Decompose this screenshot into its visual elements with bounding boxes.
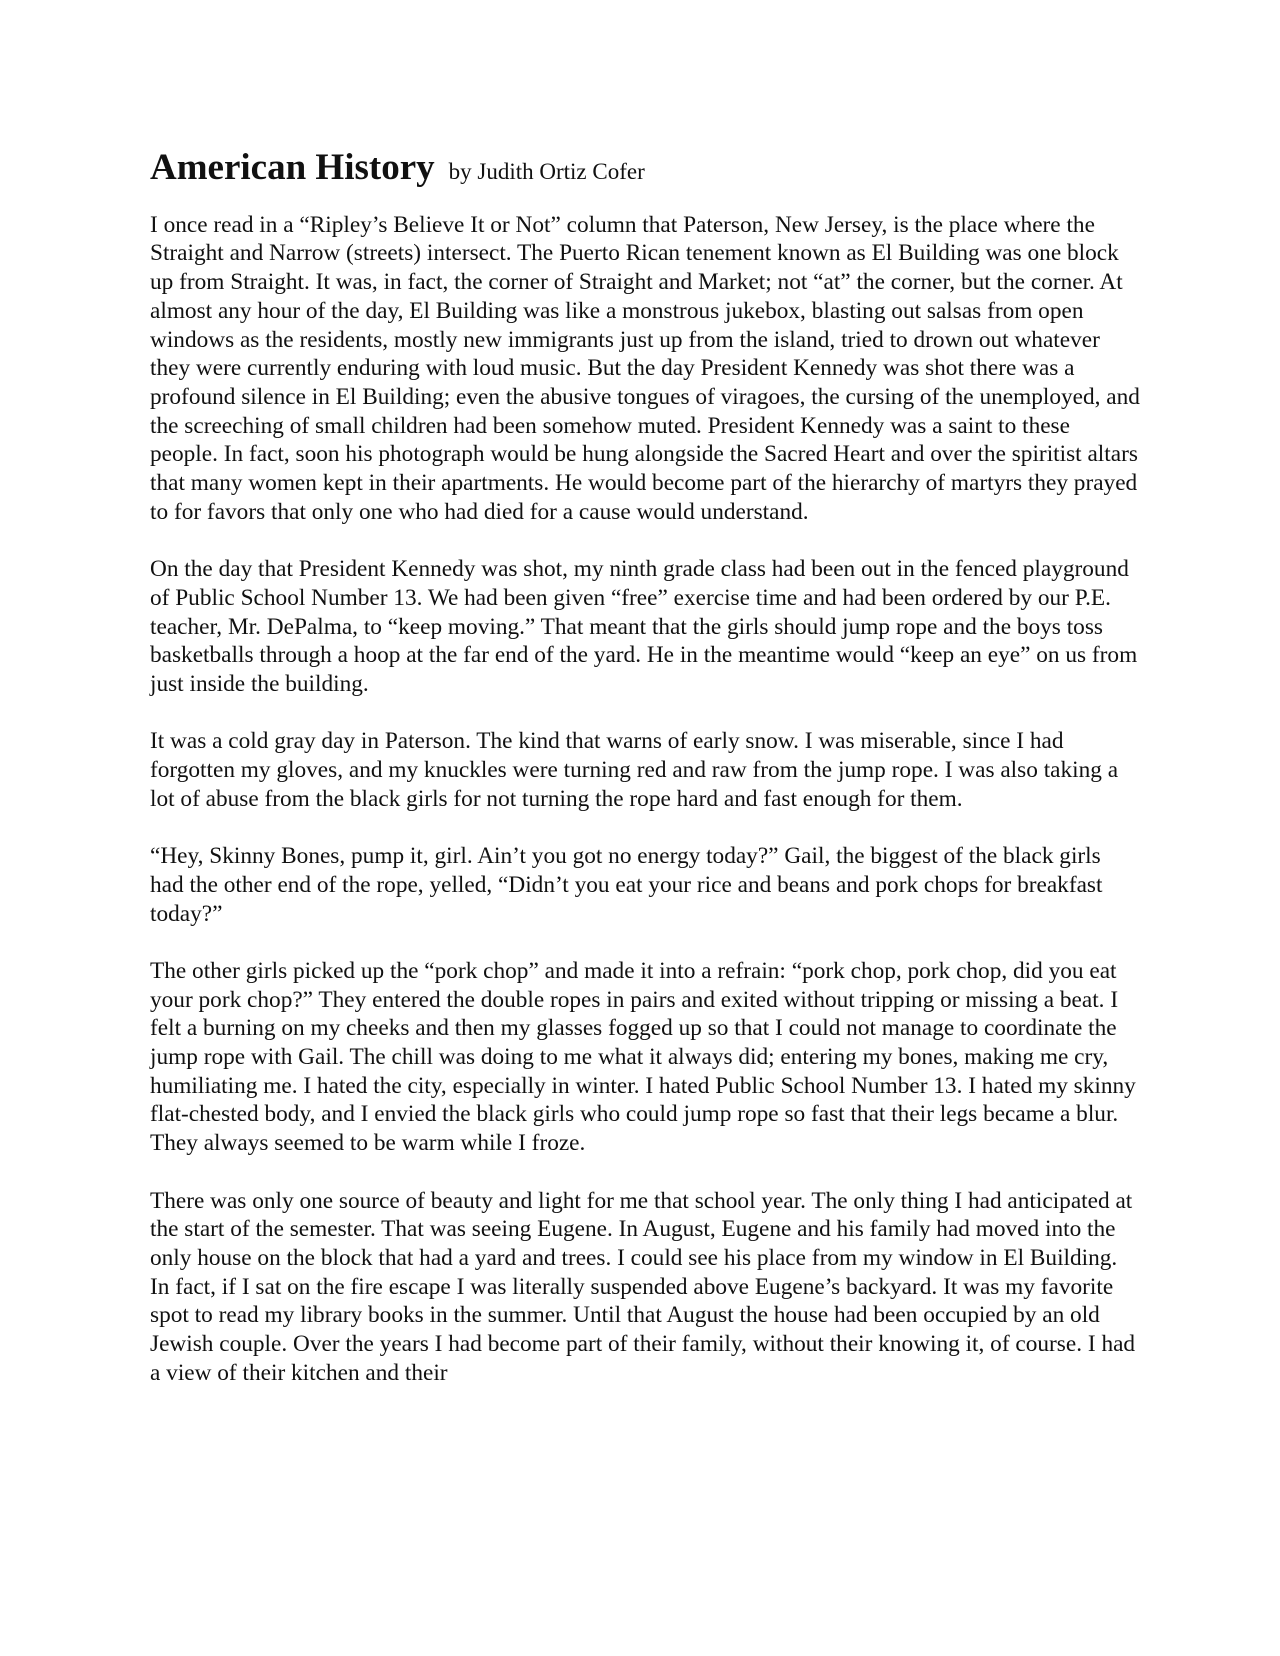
paragraph-4: “Hey, Skinny Bones, pump it, girl. Ain’t you got no energy today?” Gail, the biggest of the black girls had the other end of the rope, yelled, “Didn’t you eat your rice and beans and pork chops for breakfast today?”: [150, 843, 1103, 927]
paragraph-6: There was only one source of beauty and light for me that school year. The only thing I had anticipated at the start of the semester. That was seeing Eugene. In August, Eugene and his family had moved into the only house on the block that had a yard and trees. I could see his place from my window in El Building. In fact, if I sat on the fire escape I was literally suspended above Eugene’s backyard. It was my favorite spot to read my library books in the summer. Until that August the house had been occupied by an old Jewish couple. Over the years I had become part of their family, without their knowing it, of course. I had a view of their kitchen and their: [150, 1187, 1136, 1386]
paragraph-5: The other girls picked up the “pork chop” and made it into a refrain: “pork chop, pork chop, did you eat your pork chop?” They entered the double ropes in pairs and exited without tripping or missing a beat. I felt a burning on my cheeks and then my glasses fogged up so that I could not manage to coordinate the jump rope with Gail. The chill was doing to me what it always did; entering my bones, making me cry, humiliating me. I hated the city, especially in winter. I hated Public School Number 13. I hated my skinny flat-chested body, and I envied the black girls who could jump rope so fast that their legs became a blur. They always seemed to be warm while I froze.: [150, 957, 1136, 1157]
document-heading: [150, 148, 1140, 189]
document-page: [150, 148, 1140, 1416]
document-byline: by Judith Ortiz Cofer: [448, 159, 645, 184]
paragraph-3: It was a cold gray day in Paterson. The kind that warns of early snow. I was miserable, since I had forgotten my gloves, and my knuckles were turning red and raw from the jump rope. I was also taking a lot of abuse from the black girls for not turning the rope hard and fast enough for them.: [150, 728, 1119, 812]
paragraph-1: I once read in a “Ripley’s Believe It or Not” column that Paterson, New Jersey, is the place where the Straight and Narrow (streets) intersect. The Puerto Rican tenement known as El Building was one block up from Straight. It was, in fact, the corner of Straight and Market; not “at” the corner, but the corner. At almost any hour of the day, El Building was like a monstrous jukebox, blasting out salsas from open windows as the residents, mostly new immigrants just up from the island, tried to drown out whatever they were currently enduring with loud music. But the day President Kennedy was shot there was a profound silence in El Building; even the abusive tongues of viragoes, the cursing of the unemployed, and the screeching of small children had been somehow muted. President Kennedy was a saint to these people. In fact, soon his photograph would be hung alongside the Sacred Heart and over the spiritist altars that many women kept in their apartments. He would become part of the hierarchy of martyrs they prayed to for favors that only one who had died for a cause would understand.: [150, 211, 1140, 525]
paragraph-2: On the day that President Kennedy was shot, my ninth grade class had been out in the fenced playground of Public School Number 13. We had been given “free” exercise time and had been ordered by our P.E. teacher, Mr. DePalma, to “keep moving.” That meant that the girls should jump rope and the boys toss basketballs through a hoop at the far end of the yard. He in the meantime would “keep an eye” on us from just inside the building.: [150, 556, 1138, 697]
document-title: American History: [150, 147, 435, 188]
